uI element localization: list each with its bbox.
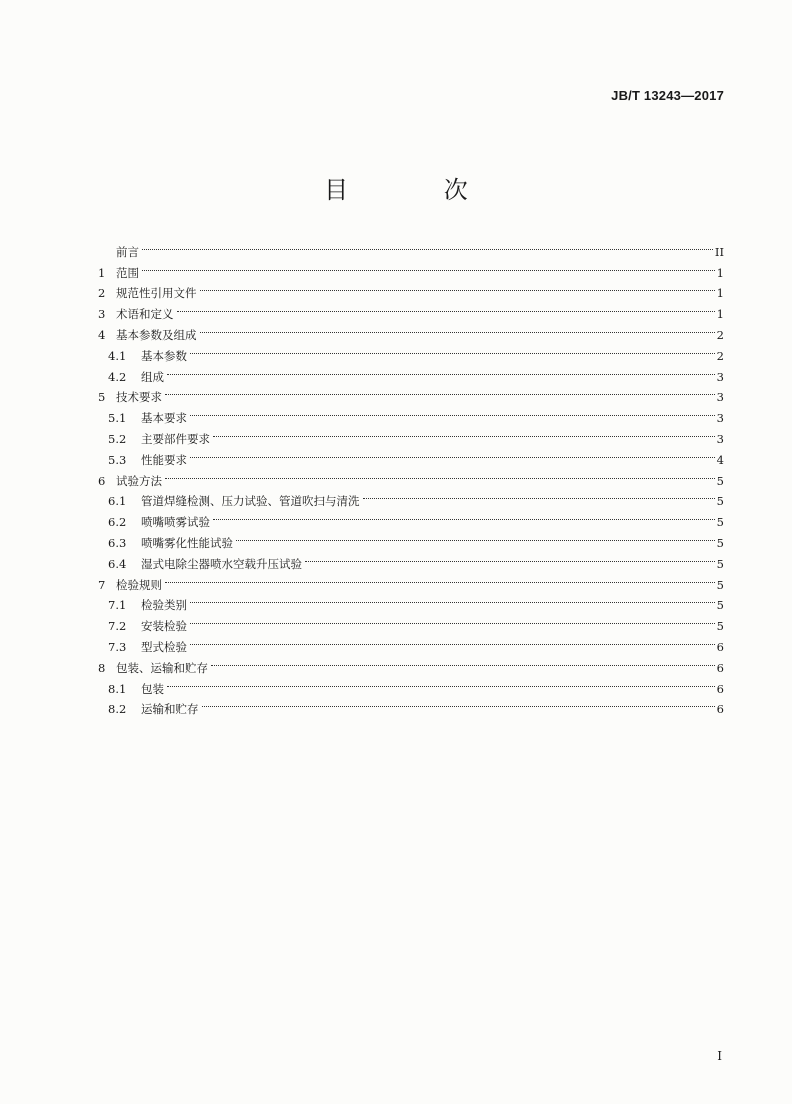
toc-entry-page: 3 bbox=[716, 431, 724, 446]
toc-entry-number: 6.2 bbox=[108, 515, 127, 530]
toc-leader-dots bbox=[213, 415, 715, 437]
toc-entry-page: 3 bbox=[716, 411, 724, 426]
table-of-contents bbox=[98, 234, 724, 717]
page-number: I bbox=[717, 1049, 722, 1063]
toc-entry-label: 型式检验 bbox=[141, 639, 187, 654]
toc-leader-dots bbox=[190, 602, 715, 624]
toc-entry-label: 范围 bbox=[116, 265, 139, 280]
toc-entry-label: 技术要求 bbox=[116, 390, 162, 405]
toc-leader-dots bbox=[213, 498, 715, 520]
toc-entry-page: 5 bbox=[716, 598, 724, 613]
toc-leader-dots bbox=[142, 228, 713, 250]
toc-entry-page: 5 bbox=[716, 473, 724, 488]
toc-entry-page: 3 bbox=[716, 369, 724, 384]
toc-leader-dots bbox=[190, 332, 715, 354]
toc-entry-number: 6 bbox=[98, 473, 106, 488]
toc-entry-number: 7.1 bbox=[108, 598, 127, 613]
toc-leader-dots bbox=[363, 478, 715, 500]
toc-entry-page: 5 bbox=[716, 619, 724, 634]
toc-leader-dots bbox=[305, 540, 715, 562]
toc-entry-number: 4.2 bbox=[108, 369, 127, 384]
toc-entry-number: 1 bbox=[98, 265, 106, 280]
toc-leader-dots bbox=[190, 623, 715, 645]
toc-leader-dots bbox=[167, 353, 715, 375]
toc-entry-number: 6.4 bbox=[108, 556, 127, 571]
toc-entry-number: 7.3 bbox=[108, 639, 127, 654]
toc-entry-page: 4 bbox=[716, 452, 724, 467]
toc-entry-label: 包装 bbox=[141, 681, 164, 696]
toc-leader-dots bbox=[142, 249, 715, 271]
toc-leader-dots bbox=[211, 644, 715, 666]
toc-entry-page: 6 bbox=[716, 702, 724, 717]
toc-entry-page: 2 bbox=[716, 327, 724, 342]
toc-entry-label: 主要部件要求 bbox=[141, 431, 210, 446]
toc-leader-dots bbox=[202, 686, 715, 708]
toc-entry[interactable] bbox=[98, 692, 724, 717]
toc-entry-number: 4.1 bbox=[108, 348, 127, 363]
toc-entry-page: II bbox=[714, 244, 724, 259]
toc-entry-page: 1 bbox=[716, 286, 724, 301]
toc-entry-label: 基本参数 bbox=[141, 348, 187, 363]
page-title: 目 次 bbox=[324, 176, 512, 204]
toc-leader-dots bbox=[165, 457, 715, 479]
toc-leader-dots bbox=[177, 290, 715, 312]
toc-entry-number: 8.2 bbox=[108, 702, 127, 717]
toc-entry-number: 8 bbox=[98, 660, 106, 675]
toc-entry-page: 3 bbox=[716, 390, 724, 405]
toc-entry-label: 基本要求 bbox=[141, 411, 187, 426]
toc-entry-number: 6.3 bbox=[108, 535, 127, 550]
toc-entry-label: 基本参数及组成 bbox=[116, 327, 197, 342]
toc-leader-dots bbox=[200, 311, 715, 333]
toc-entry-page: 1 bbox=[716, 265, 724, 280]
toc-entry-label: 前言 bbox=[116, 244, 139, 259]
toc-entry-number: 5.2 bbox=[108, 431, 127, 446]
toc-entry-page: 5 bbox=[716, 515, 724, 530]
toc-entry-number: 2 bbox=[98, 286, 106, 301]
toc-entry-label: 性能要求 bbox=[141, 452, 187, 467]
toc-entry-label: 检验类别 bbox=[141, 598, 187, 613]
toc-entry-label: 运输和贮存 bbox=[141, 702, 199, 717]
toc-entry-page: 6 bbox=[716, 639, 724, 654]
toc-entry-label: 组成 bbox=[141, 369, 164, 384]
toc-leader-dots bbox=[190, 436, 715, 458]
toc-leader-dots bbox=[200, 270, 715, 292]
toc-entry-label: 术语和定义 bbox=[116, 307, 174, 322]
toc-entry-number: 7.2 bbox=[108, 619, 127, 634]
toc-entry-page: 5 bbox=[716, 556, 724, 571]
toc-leader-dots bbox=[165, 374, 715, 396]
toc-entry-number: 5 bbox=[98, 390, 106, 405]
toc-entry-page: 6 bbox=[716, 660, 724, 675]
toc-entry-number: 5.1 bbox=[108, 411, 127, 426]
toc-entry-number: 3 bbox=[98, 307, 106, 322]
toc-leader-dots bbox=[190, 582, 715, 604]
toc-entry-number: 7 bbox=[98, 577, 106, 592]
toc-entry-label: 喷嘴喷雾试验 bbox=[141, 515, 210, 530]
toc-entry-number: 8.1 bbox=[108, 681, 127, 696]
toc-entry-number: 6.1 bbox=[108, 494, 127, 509]
toc-entry-page: 5 bbox=[716, 577, 724, 592]
toc-leader-dots bbox=[165, 561, 715, 583]
toc-entry-label: 喷嘴雾化性能试验 bbox=[141, 535, 233, 550]
toc-leader-dots bbox=[167, 665, 715, 687]
toc-entry-number: 4 bbox=[98, 327, 106, 342]
toc-entry-label: 包装、运输和贮存 bbox=[116, 660, 208, 675]
toc-entry-label: 规范性引用文件 bbox=[116, 286, 197, 301]
standard-code: JB/T 13243—2017 bbox=[611, 88, 724, 103]
toc-entry-page: 5 bbox=[716, 535, 724, 550]
toc-entry-label: 检验规则 bbox=[116, 577, 162, 592]
toc-entry-label: 试验方法 bbox=[116, 473, 162, 488]
toc-entry-label: 湿式电除尘器喷水空载升压试验 bbox=[141, 556, 302, 571]
toc-entry-page: 2 bbox=[716, 348, 724, 363]
toc-entry-page: 5 bbox=[716, 494, 724, 509]
toc-entry-page: 6 bbox=[716, 681, 724, 696]
toc-leader-dots bbox=[236, 519, 715, 541]
toc-leader-dots bbox=[190, 394, 715, 416]
toc-entry-number: 5.3 bbox=[108, 452, 127, 467]
toc-entry-page: 1 bbox=[716, 307, 724, 322]
toc-entry-label: 管道焊缝检测、压力试验、管道吹扫与清洗 bbox=[141, 494, 360, 509]
toc-entry-label: 安装检验 bbox=[141, 619, 187, 634]
